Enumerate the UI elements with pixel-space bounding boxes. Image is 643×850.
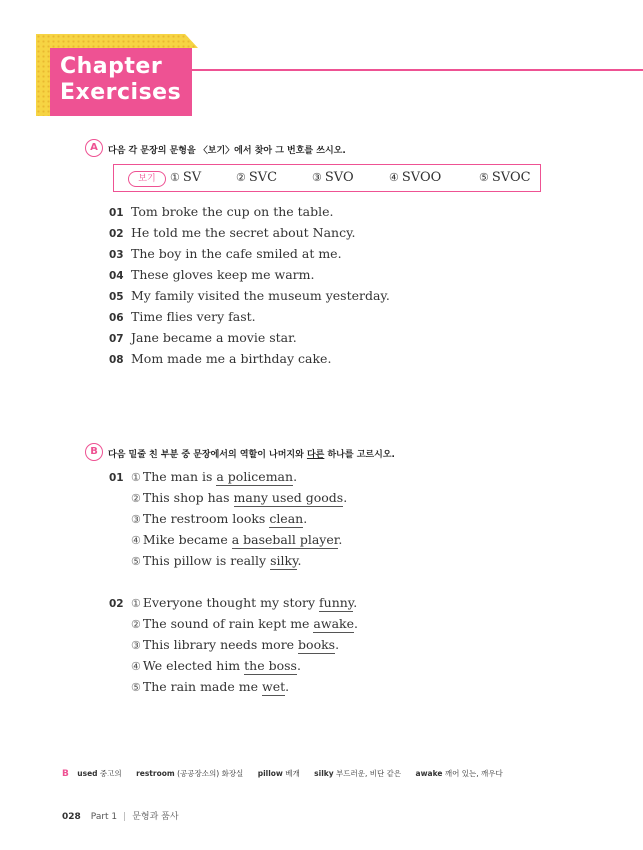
header-rule — [192, 69, 643, 71]
item-sentence: These gloves keep me warm. — [131, 267, 315, 282]
example-tag: 보기 — [128, 171, 166, 187]
question-number: 02 — [109, 598, 124, 610]
item-number: 08 — [109, 354, 124, 366]
header-title-line2: Exercises — [60, 80, 182, 105]
item-sentence: Time flies very fast. — [131, 309, 256, 324]
header-title-line1: Chapter — [60, 54, 163, 79]
option-3: ③ SVO — [312, 170, 354, 185]
option-2: ② SVC — [236, 170, 278, 185]
option-1: ① SV — [170, 170, 202, 185]
header-box — [50, 48, 192, 116]
choice: ① The man is a policeman. — [131, 469, 298, 484]
item-number: 04 — [109, 270, 124, 282]
footer-chapter: 문형과 품사 — [132, 812, 179, 822]
vocab-note: B used 중고의 restroom (공공장소의) 화장실 pillow 베개 silky 부드러운, 비단 같은 awake 깨어 있는, 깨우다 — [62, 769, 503, 779]
choice: ② The sound of rain kept me awake. — [131, 616, 358, 631]
choice: ⑤ This pillow is really silky. — [131, 553, 302, 568]
item-sentence: He told me the secret about Nancy. — [131, 225, 356, 240]
choice: ① Everyone thought my story funny. — [131, 595, 358, 610]
item-number: 01 — [109, 207, 124, 219]
section-b-instruction: 다음 밑줄 친 부분 중 문장에서의 역할이 나머지와 다른 하나를 고르시오. — [108, 450, 395, 460]
choice: ④ We elected him the boss. — [131, 658, 301, 673]
item-sentence: Jane became a movie star. — [131, 330, 297, 345]
section-a-instruction: 다음 각 문장의 문형을 〈보기〉에서 찾아 그 번호를 쓰시오. — [108, 146, 346, 156]
footer-part: Part 1 — [90, 812, 118, 822]
item-sentence: Tom broke the cup on the table. — [131, 204, 334, 219]
page-footer: 028 Part 1 | 문형과 품사 — [62, 812, 179, 822]
example-box — [113, 164, 541, 192]
item-number: 05 — [109, 291, 124, 303]
question-number: 01 — [109, 472, 124, 484]
item-sentence: The boy in the cafe smiled at me. — [131, 246, 342, 261]
vocab-tag: B — [62, 769, 69, 779]
section-b-badge: B — [85, 443, 103, 461]
page-number: 028 — [62, 812, 81, 822]
choice: ② This shop has many used goods. — [131, 490, 348, 505]
choice: ⑤ The rain made me wet. — [131, 679, 290, 694]
header-box-top — [36, 34, 198, 48]
choice: ③ The restroom looks clean. — [131, 511, 308, 526]
item-sentence: Mom made me a birthday cake. — [131, 351, 332, 366]
choice: ④ Mike became a baseball player. — [131, 532, 343, 547]
choice: ③ This library needs more books. — [131, 637, 340, 652]
section-a-badge: A — [85, 139, 103, 157]
header-box-side — [36, 34, 50, 116]
item-number: 02 — [109, 228, 124, 240]
item-number: 03 — [109, 249, 124, 261]
option-5: ⑤ SVOC — [479, 170, 531, 185]
item-number: 06 — [109, 312, 124, 324]
item-sentence: My family visited the museum yesterday. — [131, 288, 390, 303]
option-4: ④ SVOO — [389, 170, 442, 185]
item-number: 07 — [109, 333, 124, 345]
